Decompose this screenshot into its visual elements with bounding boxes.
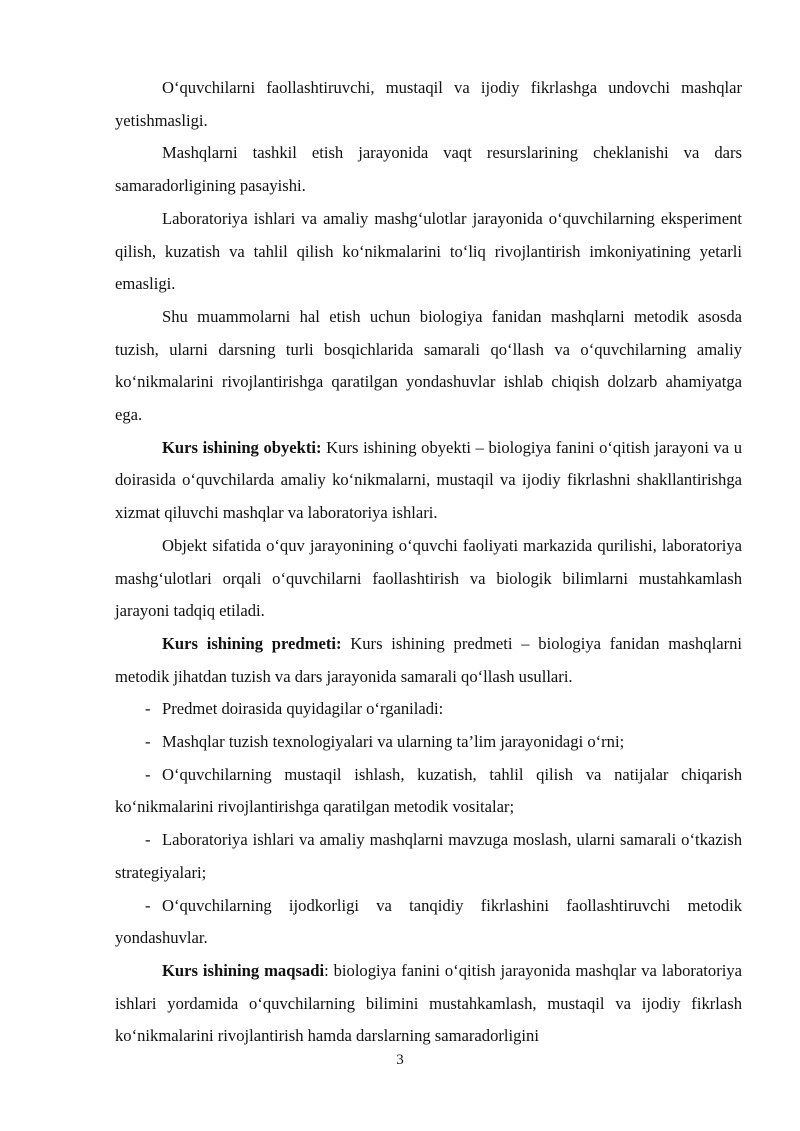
- subject-paragraph: [115, 628, 742, 693]
- list-item-text: O‘quvchilarning mustaqil ishlash, kuzatish, tahlil qilish va natijalar chiqarish ko‘nikmalarini rivojlantirishga qaratilgan metodik vositalar;: [115, 764, 742, 817]
- list-item-text: Laboratoriya ishlari va amaliy mashqlarni mavzuga moslash, ularni samarali o‘tkazish strategiyalari;: [115, 830, 742, 882]
- list-item: [115, 726, 742, 759]
- section-label: Kurs ishining predmeti:: [162, 633, 342, 653]
- section-label: Kurs ishining maqsadi: [162, 960, 325, 980]
- object-paragraph: [115, 432, 742, 530]
- document-body: [115, 72, 742, 1053]
- paragraph: Objekt sifatida o‘quv jarayonining o‘quvchi faoliyati markazida qurilishi, laboratoriya mashg‘ulotlari orqali o‘quvchilarni faollashtirish va biologik bilimlarni mustahkamlash jarayoni tadqiq etiladi.: [115, 535, 742, 621]
- list-marker: -: [145, 699, 151, 719]
- paragraph-text: : biologiya fanini o‘qitish jarayonida mashqlar va laboratoriya ishlari yordamida o‘quvchilarning bilimini mustahkamlash, mustaqil va ijodiy fikrlash ko‘nikmalarini rivojlantirish hamda darslarning samaradorligini: [115, 960, 743, 1046]
- list-marker: -: [145, 732, 151, 752]
- goal-paragraph: [115, 955, 742, 1053]
- list-item: [115, 890, 742, 955]
- list-marker: -: [145, 764, 151, 784]
- list-marker: -: [145, 830, 151, 850]
- list-item-text: Predmet doirasida quyidagilar o‘rganiladi:: [162, 699, 444, 719]
- paragraph: Shu muammolarni hal etish uchun biologiya fanidan mashqlarni metodik asosda tuzish, ularni darsning turli bosqichlarida samarali qo‘llash va o‘quvchilarning amaliy ko‘nikmalarini rivojlantirishga qaratilgan yondashuvlar ishlab chiqish dolzarb ahamiyatga ega.: [115, 306, 742, 425]
- paragraph: O‘quvchilarni faollashtiruvchi, mustaqil va ijodiy fikrlashga undovchi mashqlar yetishmasligi.: [115, 78, 742, 130]
- paragraph-text: Kurs ishining predmeti – biologiya fanidan mashqlarni metodik jihatdan tuzish va dars jarayonida samarali qo‘llash usullari.: [115, 633, 743, 686]
- list-item-text: O‘quvchilarning ijodkorligi va tanqidiy fikrlashini faollashtiruvchi metodik yondashuvlar.: [115, 895, 742, 948]
- section-label: Kurs ishining obyekti:: [162, 437, 322, 457]
- list-item-text: Mashqlar tuzish texnologiyalari va ularning ta’lim jarayonidagi o‘rni;: [162, 732, 625, 752]
- page-number: 3: [396, 1052, 404, 1068]
- paragraph-text: Kurs ishining obyekti – biologiya fanini o‘qitish jarayoni va u doirasida o‘quvchilarda amaliy ko‘nikmalarni, mustaqil va ijodiy fikrlashni shakllantirishga xizmat qiluvchi mashqlar va laboratoriya ishlari.: [115, 437, 742, 523]
- paragraph: Mashqlarni tashkil etish jarayonida vaqt resurslarining cheklanishi va dars samaradorligining pasayishi.: [115, 143, 742, 196]
- list-item: [115, 824, 742, 889]
- paragraph: Laboratoriya ishlari va amaliy mashg‘ulotlar jarayonida o‘quvchilarning eksperiment qilish, kuzatish va tahlil qilish ko‘nikmalarini to‘liq rivojlantirish imkoniyatining yetarli emasligi.: [115, 208, 742, 294]
- list-item: [115, 693, 742, 726]
- list-marker: -: [145, 895, 151, 915]
- list-item: [115, 759, 742, 824]
